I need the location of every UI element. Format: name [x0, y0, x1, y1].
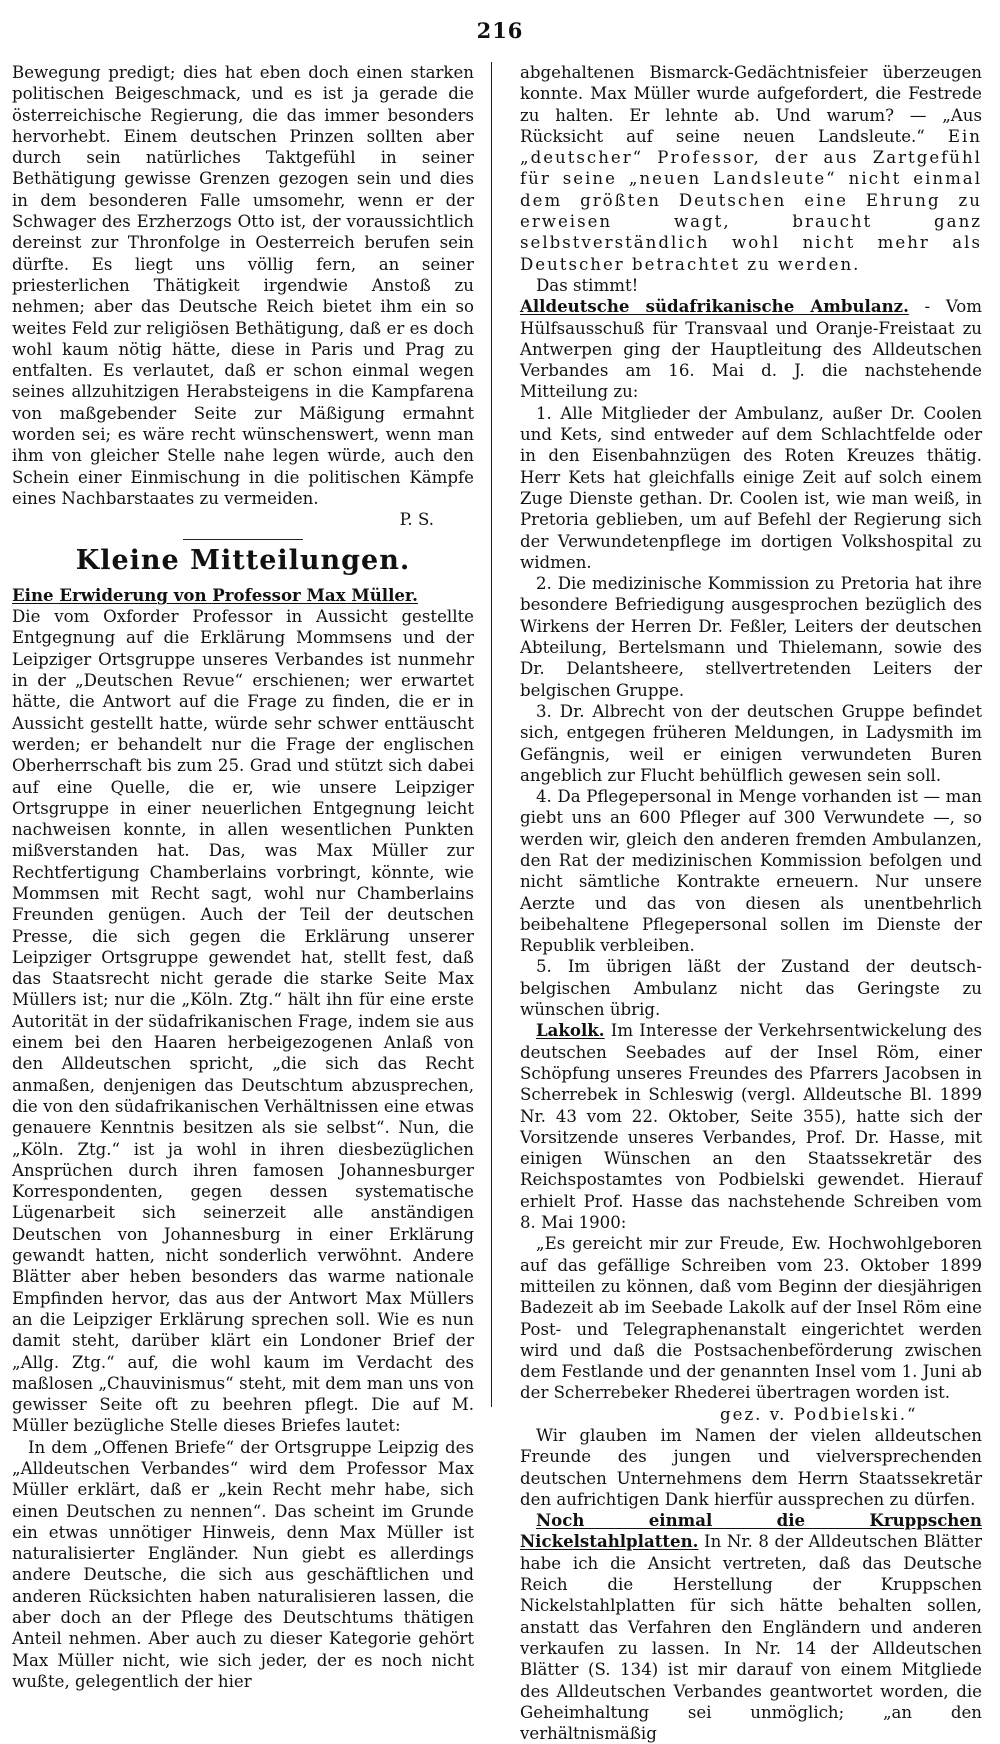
article-body: Die vom Oxforder Professor in Aussicht gestellte Entgegnung auf die Erklärung Mommsens und der Leipziger Ortsgruppe unseres Verbandes ist nunmehr in der „Deutschen Revue“ erschienen; wer erwartet hätte, die Antwort auf die Frage zu finden, die er in Aussicht gestellt hatte, würde sehr schwer enttäuscht werden; er behandelt nur die Frage der englischen Oberherrschaft bis zum 25. Grad und stützt sich dabei auf eine Quelle, die er, wie unsere Leipziger Ortsgruppe in einer neuerlichen Entgegnung leicht nachweisen konnte, in allen wesentlichen Punkten mißverstanden hat. Das, was Max Müller zur Rechtfertigung Chamberlains vorbringt, könnte, wie Mommsen mit Recht sagt, wohl nur Chamberlains Freunden genügen. Auch der Teil der deutschen Presse, die sich gegen die Erklärung unserer Leipziger Ortsgruppe gewendet hat, stellt fest, daß das Staatsrecht nicht gerade die starke Seite Max Müllers ist; nur die „Köln. Ztg.“ hält ihn für eine erste Autorität in der südafrikanischen Frage, indem sie aus einem bei den Haaren herbeigezogenen Anlaß von den Alldeutschen spricht, „die sich das Recht anmaßen, denjenigen das Deutschtum abzusprechen, die von den südafrikanischen Verhältnissen eine etwas genauere Kenntnis besitzen als sie selbst“. Nun, die „Köln. Ztg.“ ist ja wohl in ihren diesbezüglichen Ansprüchen durch ihren famosen Johannesburger Korrespondenten, gegen dessen systematische Lügenarbeit sich seinerzeit alle anständigen Deutschen von Johannesburg in einer Erklärung gewandt hatten, nicht sonderlich verwöhnt. Andere Blätter aber heben besonders das warme nationale Empfinden hervor, das aus der Antwort Max Müllers an die Leipziger Erklärung sprechen soll. Wie es nun damit steht, darüber klärt ein Londoner Brief der „Allg. Ztg.“ auf, die wohl kaum im Verdacht des maßlosen „Chauvinismus“ steht, mit dem man uns von gewisser Seite oft zu beehren pflegt. Die auf M. Müller bezügliche Stelle dieses Briefes lautet: [12, 607, 474, 1436]
article-eine-erwiderung [12, 585, 474, 606]
section-divider [183, 539, 303, 540]
list-item: 5. Im übrigen läßt der Zustand der deutsch-belgischen Ambulanz nicht das Geringste zu wünschen übrig. [520, 957, 982, 1020]
article-ambulanz [520, 296, 982, 402]
letter-text: „Es gereicht mir zur Freude, Ew. Hochwohlgeboren auf das gefällige Schreiben vom 23. Oktober 1899 mitteilen zu können, daß vom Beginn der diesjährigen Badezeit ab im Seebade Lakolk auf der Insel Röm eine Post- und Telegraphenanstalt eingerichtet werden wird und daß die Postsachenbeförderung zwischen dem Festlande und der genannten Insel vom 1. Juni ab der Scherrebeker Rhederei übertragen worden ist. [520, 1234, 982, 1403]
list-item: 4. Da Pflegepersonal in Menge vorhanden ist — man giebt uns an 600 Pfleger auf 300 Verwundete —, so werden wir, gleich den anderen fremden Ambulanzen, den Rat der medizinischen Kommission befolgen und nicht sämtliche Kontrakte erneuern. Nur unsere Aerzte und das von diesen als unentbehrlich beibehaltene Pflegepersonal sollen im Dienste der Republik verbleiben. [520, 787, 982, 956]
list-item: 2. Die medizinische Kommission zu Pretoria hat ihre besondere Befriedigung ausgesprochen bezüglich des Wirkens der Herren Dr. Feßler, Leiters der deutschen Abteilung, Bertelsmann und Thielemann, sowie des Dr. Delantsheere, stellvertretenden Leiters der belgischen Gruppe. [520, 574, 982, 700]
continued-text: abgehaltenen Bismarck-Gedächtnisfeier überzeugen konnte. Max Müller wurde aufgefordert, die Festrede zu halten. Er lehnte ab. Und warum? — „Aus Rücksicht auf seine neuen Landsleute.“ [520, 63, 982, 146]
left-column [12, 62, 474, 1691]
article-title: Lakolk. [536, 1020, 605, 1041]
article-body: Im Interesse der Verkehrsentwickelung des deutschen Seebades auf der Insel Röm, einer Schöpfung unseres Freundes des Pfarrers Jacobsen in Scherrebek in Schleswig (vergl. Alldeutsche Bl. 1899 Nr. 43 vom 22. Oktober, Seite 355), hatte sich der Vorsitzende unseres Verbandes, Prof. Dr. Hasse, mit einigen Wünschen an den Staatssekretär des Reichspostamtes von Podbielski gewendet. Hierauf erhielt Prof. Hasse das nachstehende Schreiben vom 8. Mai 1900: [520, 1021, 982, 1233]
column-divider [491, 62, 492, 1407]
signature-line [12, 509, 474, 530]
spaced-text: Ein „deutscher“ Professor, der aus Zartgefühl für seine „neuen Landsleute“ nicht einmal dem größten Deutschen eine Ehrung zu erweisen wagt, braucht ganz selbstverständlich wohl nicht mehr als Deutscher betrachtet zu werden. [520, 126, 982, 274]
article-title: Noch einmal die Kruppschen Nickelstahlplatten. [520, 1510, 982, 1552]
article-lakolk [520, 1020, 982, 1233]
continued-paragraph [520, 62, 982, 275]
article-title: Eine Erwiderung von Professor Max Müller. [12, 584, 418, 605]
article-krupp [520, 1510, 982, 1744]
article-closing: Wir glauben im Namen der vielen alldeutschen Freunde des jungen und vielversprechenden deutschen Unternehmens dem Herrn Staatssekretär den aufrichtigen Dank hierfür aussprechen zu dürfen. [520, 1426, 982, 1509]
closing-remark: Das stimmt! [536, 275, 639, 295]
article-quote: In dem „Offenen Briefe“ der Ortsgruppe Leipzig des „Alldeutschen Verbandes“ wird dem Professor Max Müller erklärt, daß er „kein Recht mehr habe, sich einen Deutschen zu nennen“. Das scheint im Grunde ein etwas unnötiger Hinweis, denn Max Müller ist naturalisierter Engländer. Nun giebt es allerdings andere Deutsche, die sich aus geschäftlichen und anderen Rücksichten haben naturalisieren lassen, die aber doch an der Pflege des Deutschtums thätigen Anteil nehmen. Aber auch zu dieser Kategorie gehört Max Müller nicht, wie sich jeder, der es noch nicht wußte, gelegentlich der hier [12, 1437, 474, 1691]
list-item: 3. Dr. Albrecht von der deutschen Gruppe befindet sich, entgegen früheren Meldungen, in Ladysmith im Gefängnis, weil er einigen verwundeten Buren angeblich zur Flucht behülflich gewesen sein soll. [520, 701, 982, 785]
page-number: 216 [476, 18, 524, 43]
letter-signature: gez. v. Podbielski.“ [720, 1404, 918, 1424]
article-intro: - Vom Hülfsausschuß für Transvaal und Oranje-Freistaat zu Antwerpen ging der Hauptleitung des Alldeutschen Verbandes am 16. Mai d. J. die nachstehende Mitteilung zu: [520, 297, 983, 402]
section-heading: Kleine Mitteilungen. [75, 544, 411, 576]
intro-paragraph: Bewegung predigt; dies hat eben doch einen starken politischen Beigeschmack, und es ist ja gerade die österreichische Regierung, die das immer besonders hervorhebt. Einem deutschen Prinzen sollten aber durch sein natürliches Taktgefühl in seiner Bethätigung gewisse Grenzen gezogen sein und dies in dem besonderen Falle umsomehr, wenn er der Schwager des Erzherzogs Otto ist, der voraussichtlich dereinst zur Thronfolge in Oesterreich berufen sein dürfte. Es liegt uns völlig fern, an seiner priesterlichen Thätigkeit irgendwie Anstoß zu nehmen; aber das Deutsche Reich bietet ihm ein so weites Feld zur religiösen Bethätigung, daß er es doch wohl kaum nötig hätte, diese in Paris und Prag zu entfalten. Es verlautet, daß er schon einmal wegen seines allzuhitzigen Herabsteigens in die Kampfarena von maßgebender Seite zur Mäßigung ermahnt worden sei; es wäre recht wünschenswert, wenn man ihm von gleicher Stelle nahe legen würde, auch den Schein einer Einmischung in die politischen Kämpfe eines Nachbarstaates zu vermeiden. [12, 63, 474, 508]
article-body: In Nr. 8 der Alldeutschen Blätter habe ich die Ansicht vertreten, daß das Deutsche Reich die Herstellung der Kruppschen Nickelstahlplatten für sich hätte behalten sollen, anstatt das Verfahren den Engländern und anderen verkaufen zu lassen. In Nr. 14 der Alldeutschen Blätter (S. 134) ist mir darauf von einem Mitgliede des Alldeutschen Verbandes geantwortet worden, die Geheimhaltung sei unmöglich; „an den verhältnismäßig [520, 1532, 982, 1744]
right-column [520, 62, 983, 1744]
article-title: Alldeutsche südafrikanische Ambulanz. [520, 296, 909, 317]
list-item: 1. Alle Mitglieder der Ambulanz, außer Dr. Coolen und Kets, sind entweder auf dem Schlachtfelde oder in den Eisenbahnzügen des Roten Kreuzes thätig. Herr Kets hat gleichfalls einige Zeit auf solch einem Zuge Dienste gethan. Dr. Coolen ist, wie man weiß, in Pretoria geblieben, um auf Befehl der Regierung sich der Verwundetenpflege im dortigen Volkshospital zu widmen. [520, 403, 982, 572]
signature: P. S. [399, 510, 434, 530]
